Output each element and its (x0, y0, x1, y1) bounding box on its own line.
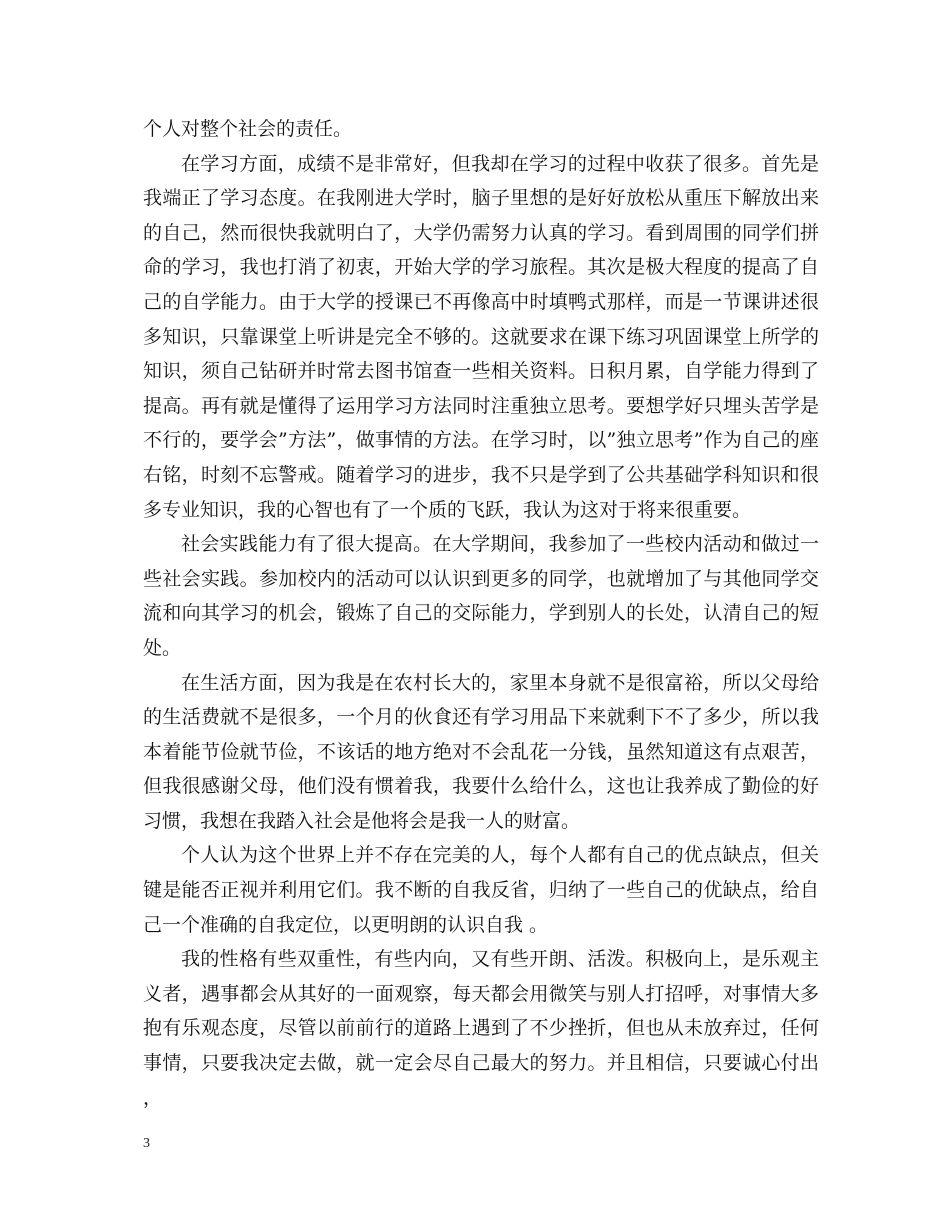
paragraph-study: 在学习方面，成绩不是非常好，但我却在学习的过程中收获了很多。首先是我端正了学习态度。在我刚进大学时，脑子里想的是好好放松从重压下解放出来的自己，然而很快我就明白了，大学仍需努力认真的学习。看到周围的同学们拼命的学习，我也打消了初衷，开始大学的学习旅程。其次是极大程度的提高了自己的自学能力。由于大学的授课已不再像高中时填鸭式那样，而是一节课讲述很多知识，只靠课堂上听讲是完全不够的。这就要求在课下练习巩固课堂上所学的知识，须自己钻研并时常去图书馆查一些相关资料。日积月累，自学能力得到了提高。再有就是懂得了运用学习方法同时注重独立思考。要想学好只埋头苦学是不行的，要学会”方法”，做事情的方法。在学习时，以”独立思考”作为自己的座右铭，时刻不忘警戒。随着学习的进步，我不只是学到了公共基础学科知识和很多专业知识，我的心智也有了一个质的飞跃，我认为这对于将来很重要。 (143, 152, 819, 521)
document-body (143, 112, 819, 1115)
paragraph-social-practice: 社会实践能力有了很大提高。在大学期间，我参加了一些校内活动和做过一些社会实践。参加校内的活动可以认识到更多的同学，也就增加了与其他同学交流和向其学习的机会，锻炼了自己的交际能力，学到别人的长处，认清自己的短处。 (143, 533, 819, 659)
paragraph-continuation: 个人对整个社会的责任。 (143, 118, 353, 140)
page-number: 3 (143, 1136, 150, 1151)
paragraph-life: 在生活方面，因为我是在农村长大的，家里本身就不是很富裕，所以父母给的生活费就不是很多，一个月的伙食还有学习用品下来就剩下不了多少，所以我本着能节俭就节俭，不该话的地方绝对不会乱花一分钱，虽然知道这有点艰苦，但我很感谢父母，他们没有惯着我，我要什么给什么，这也让我养成了勤俭的好习惯，我想在我踏入社会是他将会是我一人的财富。 (143, 671, 819, 832)
paragraph-self-reflection: 个人认为这个世界上并不存在完美的人，每个人都有自己的优点缺点，但关键是能否正视并利用它们。我不断的自我反省，归纳了一些自己的优缺点，给自己一个准确的自我定位，以更明朗的认识自我 。 (143, 844, 819, 936)
paragraph-personality: 我的性格有些双重性，有些内向，又有些开朗、活泼。积极向上，是乐观主义者，遇事都会从其好的一面观察，每天都会用微笑与别人打招呼，对事情大多抱有乐观态度，尽管以前前行的道路上遇到了不少挫折，但也从未放弃过，任何事情，只要我决定去做，就一定会尽自己最大的努力。并且相信，只要诚心付出， (143, 948, 819, 1109)
